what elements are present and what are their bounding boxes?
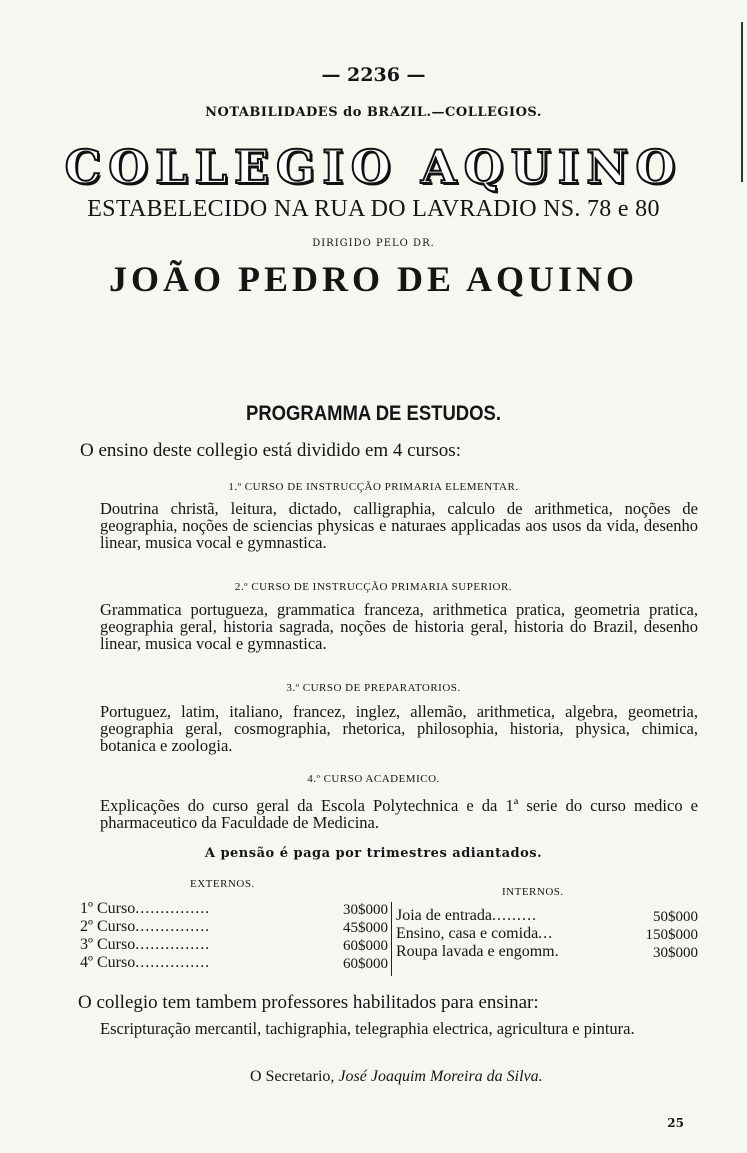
externos-heading: EXTERNOS.	[190, 878, 255, 890]
internos-heading: INTERNOS.	[502, 886, 564, 898]
curso-4-body: Explicações do curso geral da Escola Polytechnica e da 1ª serie do curso medico e pharmaceutico da Faculdade de Medicina.	[100, 796, 698, 832]
curso-4-heading: 4.º CURSO ACADEMICO.	[307, 773, 440, 785]
externo-row-1: 1º Curso...............	[80, 900, 211, 917]
established-address: ESTABELECIDO NA RUA DO LAVRADIO NS. 78 e 80	[87, 196, 660, 222]
college-title: COLLEGIO AQUINO	[64, 140, 683, 194]
interno-price-3: 30$000	[653, 945, 698, 961]
curso-2-heading: 2.º CURSO DE INSTRUCÇÃO PRIMARIA SUPERIOR.	[234, 581, 513, 593]
curso-2-body: Grammatica portugueza, grammatica franceza, arithmetica pratica, geometria pratica, geographia geral, historia sagrada, noções de historia geral, historia do Brazil, desenho linear, musica vocal e gymnastica.	[100, 600, 698, 653]
running-header: NOTABILIDADES do BRAZIL.—COLLEGIOS.	[205, 105, 542, 120]
interno-row-2: Ensino, casa e comida...	[396, 925, 554, 942]
externo-price-2: 45$000	[343, 920, 388, 936]
interno-price-2: 150$000	[645, 927, 698, 943]
interno-price-1: 50$000	[653, 909, 698, 925]
intro-line: O ensino deste collegio está dividido em 4 cursos:	[80, 440, 461, 461]
externo-row-4: 4º Curso...............	[80, 954, 211, 971]
externo-label: 1º Curso	[80, 900, 136, 917]
curso-3-heading: 3.º CURSO DE PREPARATORIOS.	[286, 682, 461, 694]
interno-label: Joia de entrada	[396, 907, 492, 924]
interno-row-3	[396, 943, 559, 960]
curso-1-text	[78, 500, 698, 551]
outro-body: Escripturação mercantil, tachigraphia, telegraphia electrica, agricultura e pintura.	[100, 1019, 635, 1038]
externo-row-3: 3º Curso...............	[80, 936, 211, 953]
externo-label: 4º Curso	[80, 954, 136, 971]
externo-price-4: 60$000	[343, 956, 388, 972]
curso-4-text	[78, 797, 698, 831]
directed-by-label: DIRIGIDO PELO DR.	[312, 238, 435, 249]
externo-label: 2º Curso	[80, 918, 136, 935]
programma-heading: PROGRAMMA DE ESTUDOS.	[246, 402, 501, 425]
curso-1-heading: 1.º CURSO DE INSTRUCÇÃO PRIMARIA ELEMENTAR.	[228, 481, 519, 493]
outro-text	[78, 1020, 698, 1037]
curso-3-body: Portuguez, latim, italiano, francez, inglez, allemão, arithmetica, algebra, geometria, geographia geral, cosmographia, rhetorica, philosophia, historia, physica, chimica, botanica e zoologia.	[100, 702, 698, 755]
externo-price-1: 30$000	[343, 902, 388, 918]
interno-label: Ensino, casa e comida	[396, 925, 539, 942]
table-divider	[391, 902, 392, 976]
interno-row-1: Joia de entrada.........	[396, 907, 537, 924]
secretary-signature	[250, 1068, 543, 1086]
curso-2-text	[78, 601, 698, 652]
page-number: — 2236 —	[321, 64, 426, 86]
curso-1-body: Doutrina christã, leitura, dictado, calligraphia, calculo de arithmetica, noções de geographia, noções de sciencias physicas e naturaes applicadas aos usos da vida, desenho linear, musica vocal e gymnastica.	[100, 499, 698, 552]
curso-3-text	[78, 703, 698, 754]
interno-label: Roupa lavada e engomm.	[396, 943, 559, 960]
externo-row-2: 2º Curso...............	[80, 918, 211, 935]
pensao-note: A pensão é paga por trimestres adiantados.	[204, 846, 543, 861]
signature-mark: 25	[667, 1116, 684, 1130]
externo-label: 3º Curso	[80, 936, 136, 953]
secretary-label: O Secretario,	[250, 1068, 335, 1085]
director-name: JOÃO PEDRO DE AQUINO	[108, 259, 639, 299]
secretary-name: José Joaquim Moreira da Silva.	[338, 1068, 543, 1085]
externo-price-3: 60$000	[343, 938, 388, 954]
outro-line: O collegio tem tambem professores habilitados para ensinar:	[78, 992, 539, 1013]
